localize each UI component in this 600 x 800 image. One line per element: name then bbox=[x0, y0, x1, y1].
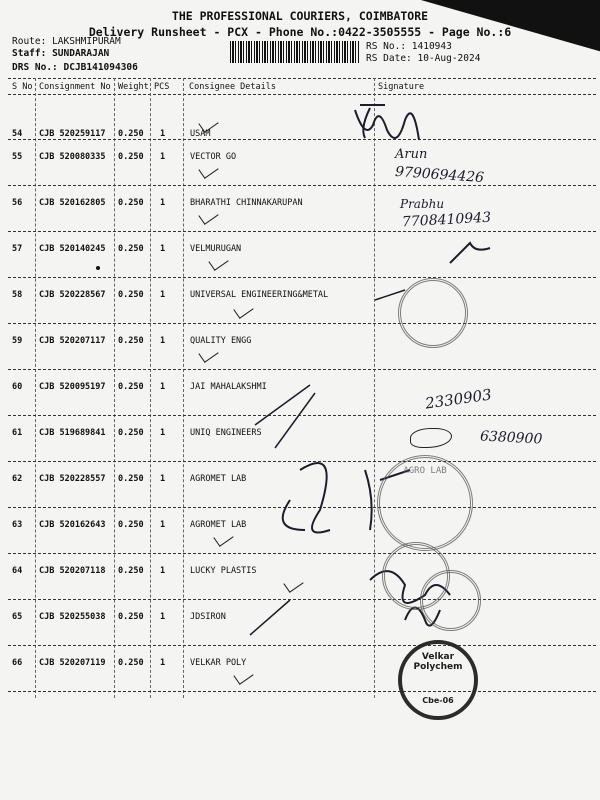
row-sno: 58 bbox=[12, 290, 23, 300]
row-pcs: 1 bbox=[160, 198, 166, 208]
route-value: LAKSHMIPURAM bbox=[52, 36, 121, 47]
row-consignee: USAM bbox=[190, 129, 211, 139]
col-signature: Signature bbox=[378, 82, 425, 92]
rs-date-value: 10-Aug-2024 bbox=[417, 53, 481, 64]
row-consignee: UNIVERSAL ENGINEERING&METAL bbox=[190, 290, 329, 300]
row-consignment: CJB 520228557 bbox=[39, 474, 106, 484]
route-label: Route: bbox=[12, 36, 47, 47]
col-consignment: Consignment No bbox=[39, 82, 111, 92]
row-consignee: AGROMET LAB bbox=[190, 520, 247, 530]
row-consignee: BHARATHI CHINNAKARUPAN bbox=[190, 198, 303, 208]
velkar-stamp bbox=[398, 640, 478, 720]
row-weight: 0.250 bbox=[118, 290, 144, 300]
row-weight: 0.250 bbox=[118, 244, 144, 254]
signature-phone: 9790694426 bbox=[394, 163, 485, 187]
row-consignment: CJB 520140245 bbox=[39, 244, 106, 254]
row-pcs: 1 bbox=[160, 428, 166, 438]
row-pcs: 1 bbox=[160, 129, 166, 139]
row-consignee: UNIQ ENGINEERS bbox=[190, 428, 262, 438]
col-consignee: Consignee Details bbox=[189, 82, 276, 92]
row-consignment: CJB 520259117 bbox=[39, 129, 106, 139]
row-consignment: CJB 519689841 bbox=[39, 428, 106, 438]
row-weight: 0.250 bbox=[118, 382, 144, 392]
stamp-text: Cbe-06 bbox=[422, 696, 454, 705]
row-pcs: 1 bbox=[160, 244, 166, 254]
rs-date-label: RS Date: bbox=[366, 53, 412, 64]
runsheet-title: Delivery Runsheet - PCX - Phone No.:0422-3505555 - Page No.:6 bbox=[88, 25, 512, 39]
signature-phone: 7708410943 bbox=[401, 209, 492, 231]
row-sno: 57 bbox=[12, 244, 23, 254]
row-consignee: VELMURUGAN bbox=[190, 244, 242, 254]
signature-phone: 2330903 bbox=[424, 385, 493, 413]
row-weight: 0.250 bbox=[118, 612, 144, 622]
row-consignment: CJB 520095197 bbox=[39, 382, 106, 392]
stamp-text: Velkar Polychem bbox=[413, 652, 463, 672]
row-sno: 64 bbox=[12, 566, 23, 576]
company-title: THE PROFESSIONAL COURIERS, COIMBATORE bbox=[171, 9, 429, 23]
row-pcs: 1 bbox=[160, 474, 166, 484]
row-consignment: CJB 520162805 bbox=[39, 198, 106, 208]
drs-value: DCJB141094306 bbox=[63, 62, 138, 73]
row-sno: 60 bbox=[12, 382, 23, 392]
row-pcs: 1 bbox=[160, 382, 166, 392]
row-weight: 0.250 bbox=[118, 152, 144, 162]
ink-dot bbox=[96, 266, 100, 270]
stamp-text: AGRO LAB bbox=[403, 466, 447, 476]
row-weight: 0.250 bbox=[118, 198, 144, 208]
row-consignee: QUALITY ENGG bbox=[190, 336, 252, 346]
signature-phone: 6380900 bbox=[479, 428, 543, 448]
col-sno: S No bbox=[12, 82, 33, 92]
rs-no-value: 1410943 bbox=[411, 41, 452, 52]
row-weight: 0.250 bbox=[118, 566, 144, 576]
row-pcs: 1 bbox=[160, 152, 166, 162]
row-consignee: JAI MAHALAKSHMI bbox=[190, 382, 267, 392]
row-weight: 0.250 bbox=[118, 658, 144, 668]
rs-no-label: RS No.: bbox=[366, 41, 407, 52]
col-weight: Weight bbox=[118, 82, 149, 92]
row-consignment: CJB 520207119 bbox=[39, 658, 106, 668]
row-sno: 62 bbox=[12, 474, 23, 484]
row-consignee: LUCKY PLASTIS bbox=[190, 566, 257, 576]
row-pcs: 1 bbox=[160, 520, 166, 530]
row-weight: 0.250 bbox=[118, 520, 144, 530]
row-consignment: CJB 520207118 bbox=[39, 566, 106, 576]
row-sno: 65 bbox=[12, 612, 23, 622]
row-consignee: AGROMET LAB bbox=[190, 474, 247, 484]
row-sno: 54 bbox=[12, 129, 23, 139]
row-sno: 61 bbox=[12, 428, 23, 438]
row-consignee: JDSIRON bbox=[190, 612, 226, 622]
row-sno: 66 bbox=[12, 658, 23, 668]
row-consignment: CJB 520162643 bbox=[39, 520, 106, 530]
company-stamp bbox=[398, 278, 468, 348]
row-consignment: CJB 520228567 bbox=[39, 290, 106, 300]
signature-name: Prabhu bbox=[400, 197, 445, 211]
col-pcs: PCS bbox=[154, 82, 170, 92]
row-consignee: VECTOR GO bbox=[190, 152, 237, 162]
row-pcs: 1 bbox=[160, 336, 166, 346]
row-sno: 55 bbox=[12, 152, 23, 162]
row-sno: 56 bbox=[12, 198, 23, 208]
agro-lab-stamp bbox=[377, 455, 473, 551]
company-stamp bbox=[420, 570, 481, 631]
row-consignment: CJB 520255038 bbox=[39, 612, 106, 622]
drs-label: DRS No.: bbox=[12, 62, 58, 73]
row-pcs: 1 bbox=[160, 290, 166, 300]
row-weight: 0.250 bbox=[118, 129, 144, 139]
row-pcs: 1 bbox=[160, 658, 166, 668]
row-weight: 0.250 bbox=[118, 474, 144, 484]
row-pcs: 1 bbox=[160, 612, 166, 622]
row-pcs: 1 bbox=[160, 566, 166, 576]
row-consignee: VELKAR POLY bbox=[190, 658, 247, 668]
row-weight: 0.250 bbox=[118, 336, 144, 346]
row-sno: 63 bbox=[12, 520, 23, 530]
staff-value: SUNDARAJAN bbox=[52, 48, 110, 59]
row-weight: 0.250 bbox=[118, 428, 144, 438]
row-sno: 59 bbox=[12, 336, 23, 346]
staff-label: Staff: bbox=[12, 48, 47, 59]
row-consignment: CJB 520080335 bbox=[39, 152, 106, 162]
signature-name: Arun bbox=[395, 147, 428, 162]
row-consignment: CJB 520207117 bbox=[39, 336, 106, 346]
